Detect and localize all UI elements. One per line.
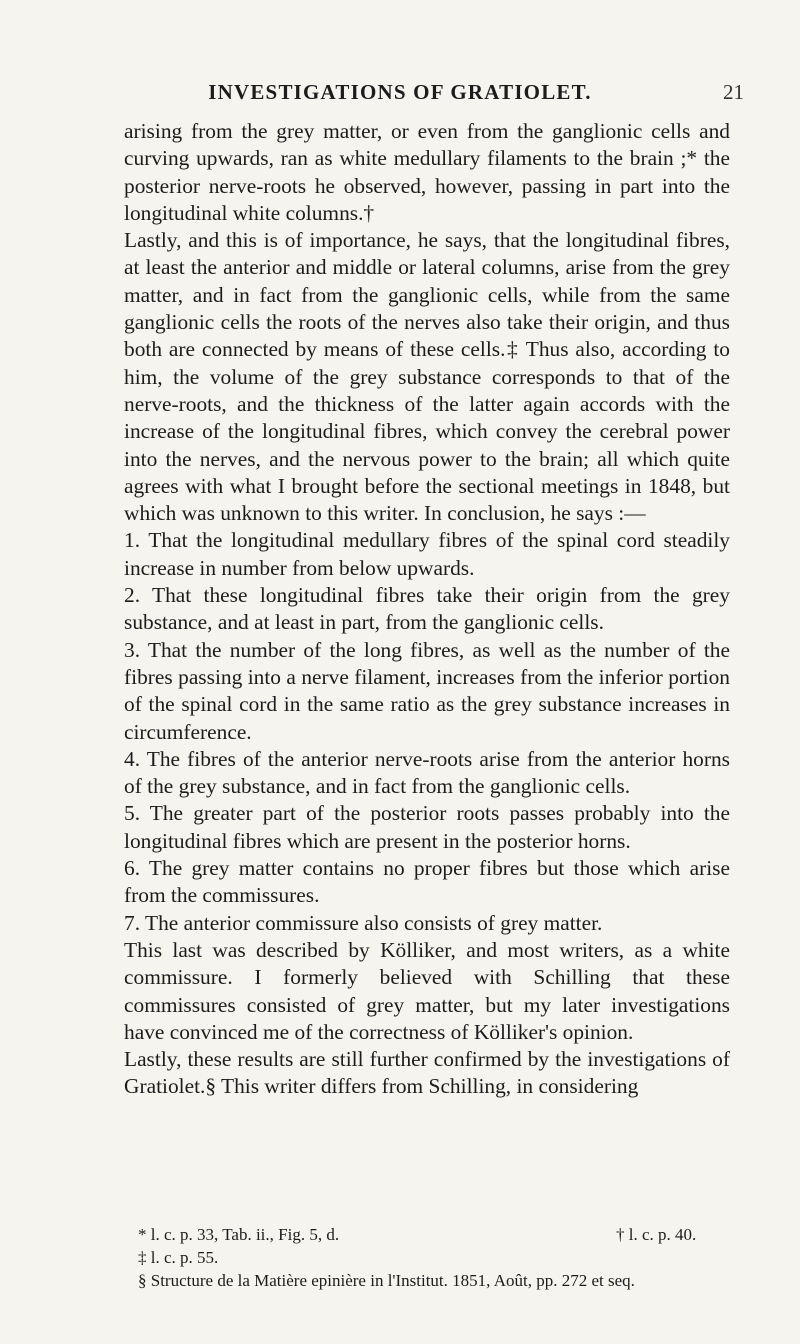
footnote-dagger: † l. c. p. 40. — [616, 1225, 697, 1244]
paragraph: Lastly, these results are still further confirmed by the investigations of Gratiolet.§ This writer differs from Schilling, in considering — [124, 1047, 730, 1099]
numbered-point: 4. The fibres of the anterior nerve-roots arise from the anterior horns of the grey substance, and in fact from the ganglionic cells. — [124, 746, 730, 799]
running-head: INVESTIGATIONS OF GRATIOLET. — [208, 80, 592, 104]
footnote-star: * l. c. p. 33, Tab. ii., Fig. 5, d. — [138, 1225, 340, 1244]
paragraph: Lastly, and this is of importance, he says, that the longitudinal fibres, at least the anterior and middle or lateral columns, arise from the grey matter, and in fact from the ganglionic cells, while from the same ganglionic cells the roots of the nerves also take their origin, and thus both are connected by means of these cells.‡ Thus also, according to him, the volume of the grey substance corresponds to that of the nerve-roots, and the thickness of the latter again accords with the increase of the longitudinal fibres, which convey the cerebral power into the nerves, and the nervous power to the brain; all which quite agrees with what I brought before the sectional meetings in 1848, but which was unknown to this writer. In conclusion, he says :— — [124, 228, 730, 526]
footnote-section: § Structure de la Matière epinière in l'Institut. 1851, Août, pp. 272 et seq. — [138, 1271, 635, 1290]
numbered-point: 3. That the number of the long fibres, as well as the number of the fibres passing into a nerve filament, increases from the inferior portion of the spinal cord in the same ratio as the grey substance increases in circumference. — [124, 637, 730, 744]
numbered-point: 2. That these longitudinal fibres take their origin from the grey substance, and at least in part, from the ganglionic cells. — [124, 583, 730, 635]
numbered-point: 6. The grey matter contains no proper fibres but those which arise from the commissures. — [124, 856, 730, 908]
footnote-double-dagger: ‡ l. c. p. 55. — [138, 1248, 219, 1267]
numbered-point: 1. That the longitudinal medullary fibres of the spinal cord steadily increase in number from below upwards. — [124, 528, 730, 580]
paragraph: This last was described by Kölliker, and most writers, as a white commissure. I formerly believed with Schilling that these commissures consisted of grey matter, but my later investigations have convinced me of the correctness of Kölliker's opinion. — [124, 937, 730, 1044]
footnotes — [138, 1223, 738, 1292]
numbered-point: 5. The greater part of the posterior roots passes probably into the longitudinal fibres which are present in the posterior horns. — [124, 801, 730, 853]
body-text — [124, 118, 730, 1101]
page-number: 21 — [723, 80, 744, 104]
paragraph: arising from the grey matter, or even from the ganglionic cells and curving upwards, ran as white medullary filaments to the brain ;* the posterior nerve-roots he observed, however, passing in part into the longitudinal white columns.† — [124, 119, 730, 225]
numbered-point: 7. The anterior commissure also consists of grey matter. — [124, 910, 603, 935]
